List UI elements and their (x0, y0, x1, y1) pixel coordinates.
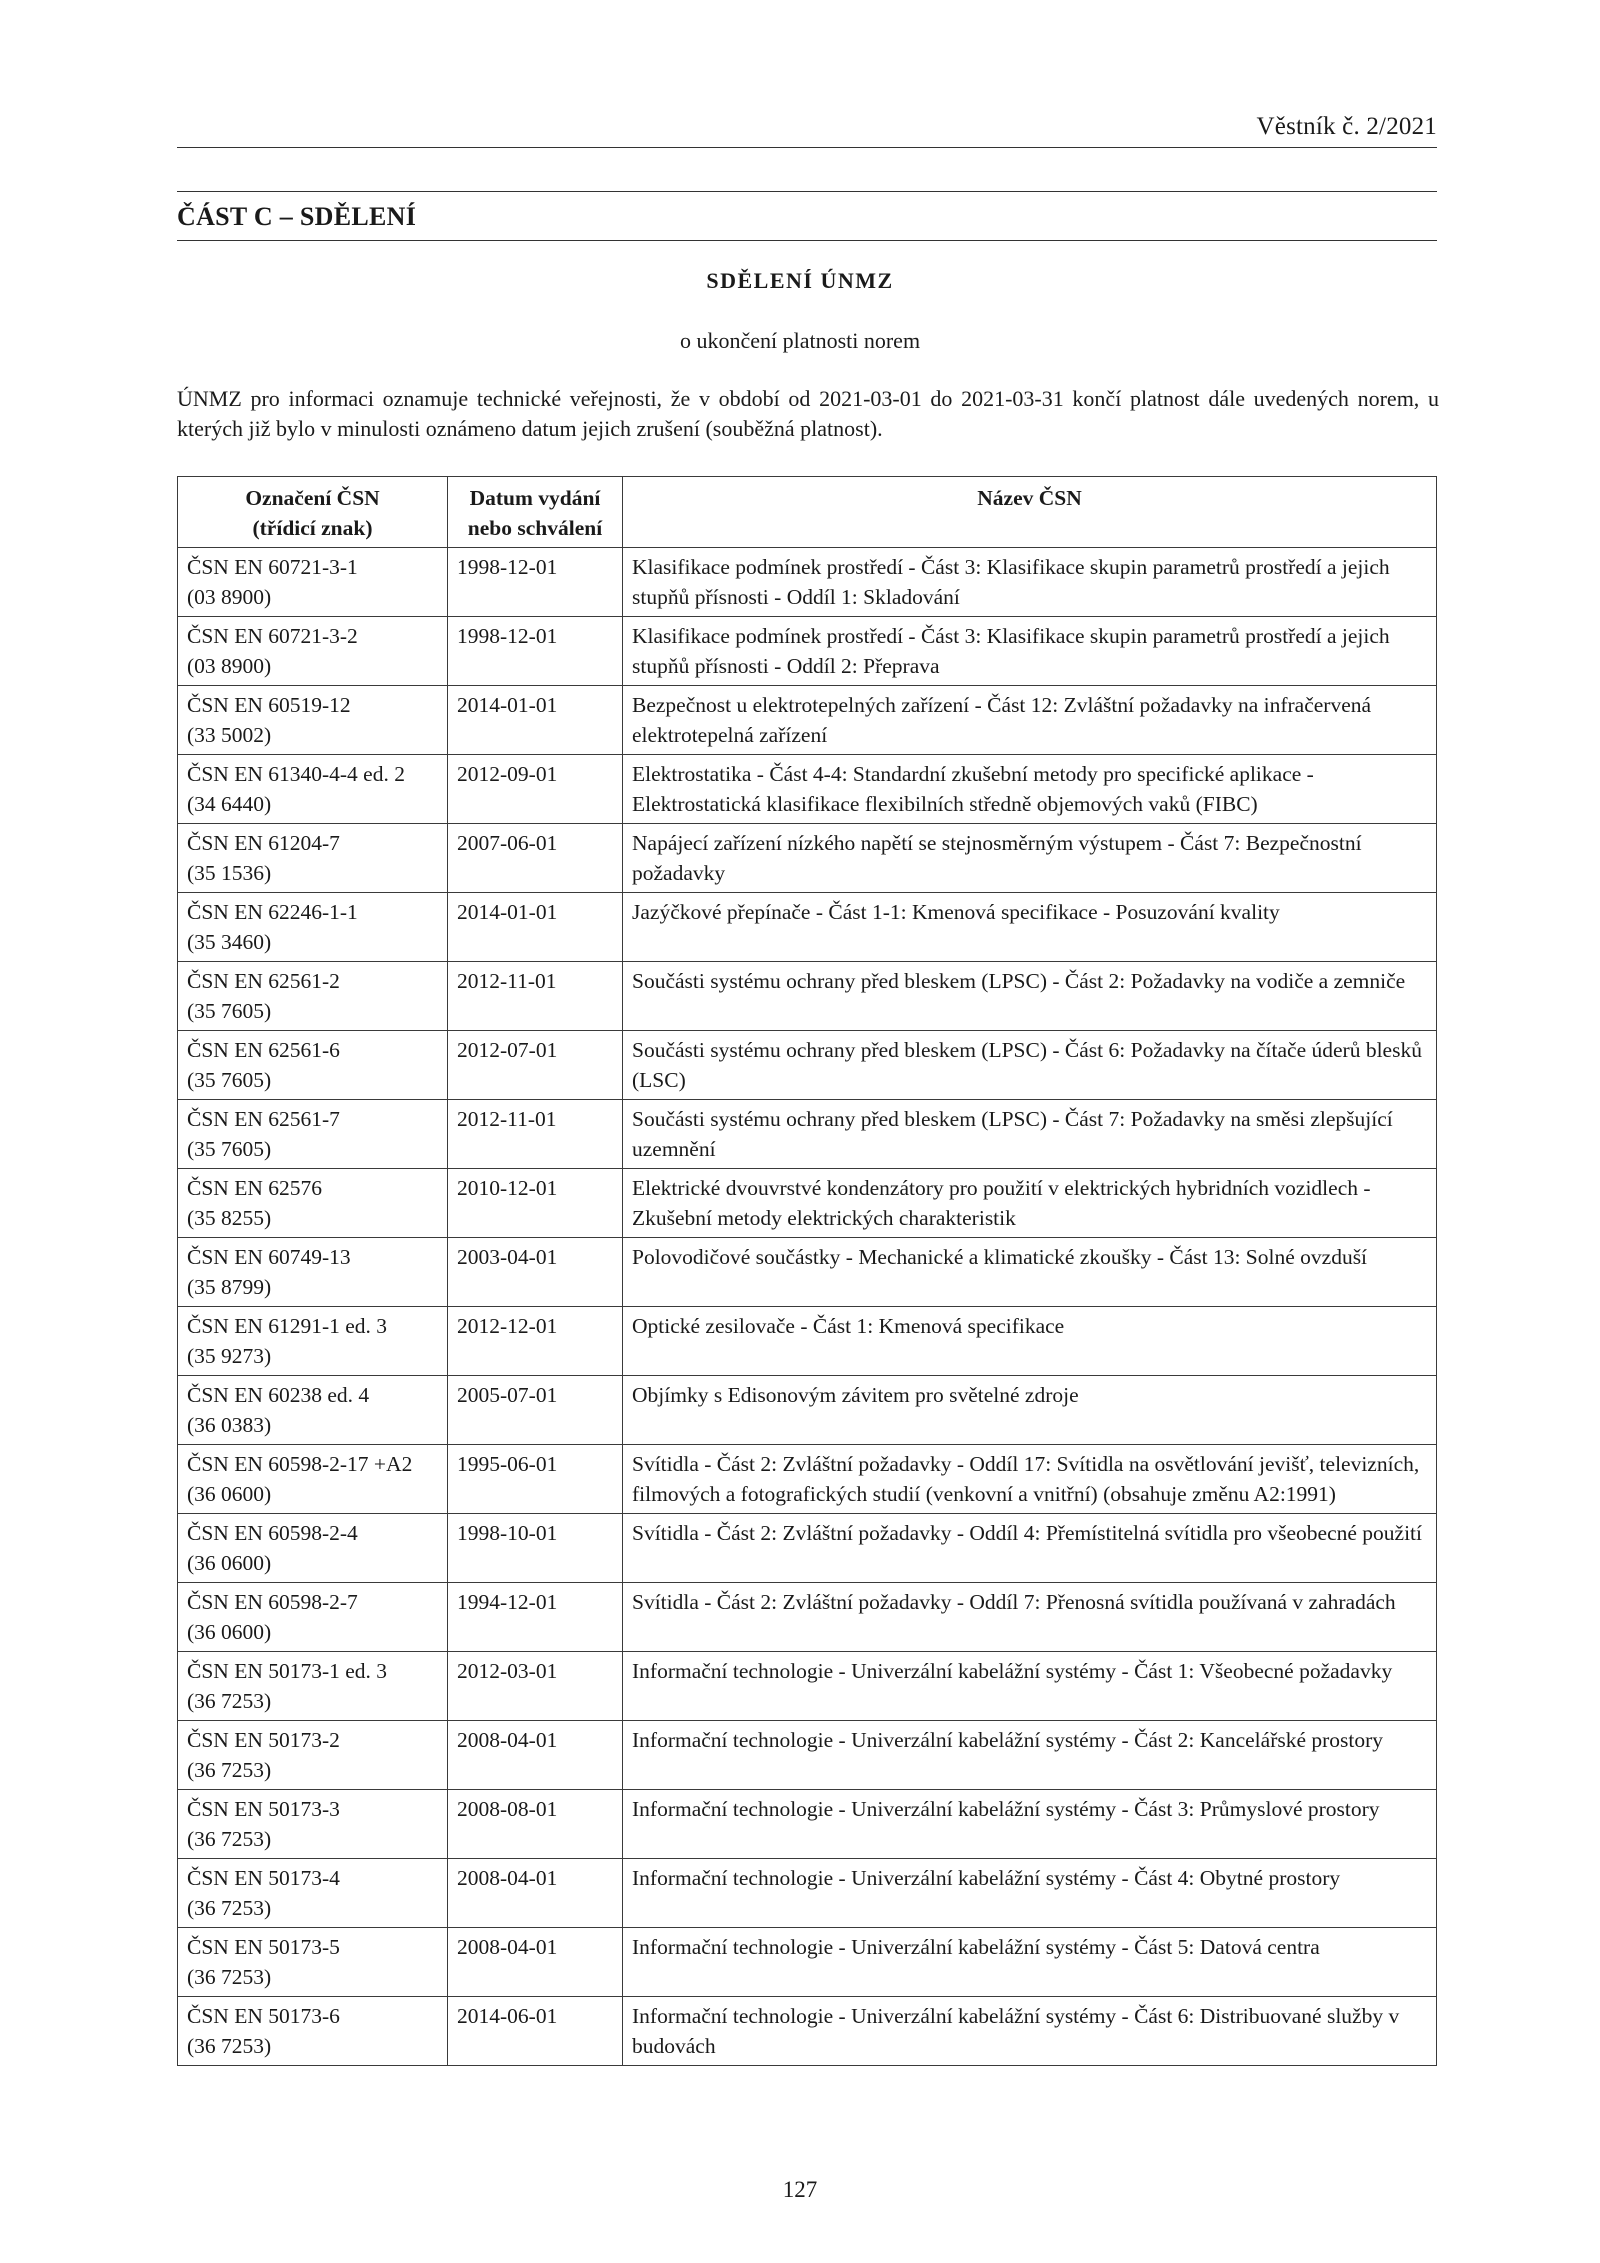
cell-issue-date: 2012-09-01 (448, 755, 623, 824)
table-row (178, 1859, 1437, 1928)
norm-classification: (36 0383) (187, 1413, 272, 1437)
table-row (178, 617, 1437, 686)
norm-classification: (35 8799) (187, 1275, 272, 1299)
cell-norm-designation (178, 1307, 448, 1376)
table-row (178, 686, 1437, 755)
norm-code: ČSN EN 61340-4-4 ed. 2 (187, 762, 405, 786)
norm-code: ČSN EN 50173-4 (187, 1866, 340, 1890)
cell-norm-title: Optické zesilovače - Část 1: Kmenová specifikace (623, 1307, 1437, 1376)
column-header-code-line1: Označení ČSN (245, 486, 380, 510)
table-row (178, 1583, 1437, 1652)
norm-code: ČSN EN 61204-7 (187, 831, 340, 855)
cell-norm-designation (178, 1100, 448, 1169)
cell-norm-designation (178, 548, 448, 617)
cell-issue-date: 2007-06-01 (448, 824, 623, 893)
norm-code: ČSN EN 62561-6 (187, 1038, 340, 1062)
norm-code: ČSN EN 60598-2-17 +A2 (187, 1452, 413, 1476)
cell-norm-designation (178, 1031, 448, 1100)
norm-classification: (35 7605) (187, 1068, 272, 1092)
table-row (178, 1514, 1437, 1583)
norm-code: ČSN EN 60598-2-4 (187, 1521, 358, 1545)
norm-classification: (36 7253) (187, 1965, 272, 1989)
cell-norm-title: Součásti systému ochrany před bleskem (LPSC) - Část 6: Požadavky na čítače úderů blesků (LSC) (623, 1031, 1437, 1100)
column-header-name: Název ČSN (623, 477, 1437, 548)
cell-issue-date: 1998-12-01 (448, 617, 623, 686)
cell-issue-date: 2014-01-01 (448, 686, 623, 755)
cell-norm-designation (178, 1514, 448, 1583)
table-row (178, 1652, 1437, 1721)
norm-code: ČSN EN 60238 ed. 4 (187, 1383, 370, 1407)
cell-norm-title: Informační technologie - Univerzální kabelážní systémy - Část 5: Datová centra (623, 1928, 1437, 1997)
table-row (178, 1445, 1437, 1514)
norm-classification: (34 6440) (187, 792, 272, 816)
norm-classification: (36 0600) (187, 1551, 272, 1575)
cell-norm-designation (178, 1445, 448, 1514)
cell-issue-date: 2008-04-01 (448, 1721, 623, 1790)
table-row (178, 1169, 1437, 1238)
table-row (178, 1928, 1437, 1997)
norm-classification: (36 0600) (187, 1482, 272, 1506)
cell-norm-title: Informační technologie - Univerzální kabelážní systémy - Část 3: Průmyslové prostory (623, 1790, 1437, 1859)
norm-classification: (36 7253) (187, 1827, 272, 1851)
cell-norm-designation (178, 1997, 448, 2066)
norm-code: ČSN EN 62246-1-1 (187, 900, 358, 924)
cell-issue-date: 2010-12-01 (448, 1169, 623, 1238)
norm-classification: (03 8900) (187, 654, 272, 678)
cell-issue-date: 1998-10-01 (448, 1514, 623, 1583)
cell-issue-date: 2012-03-01 (448, 1652, 623, 1721)
cell-norm-title: Jazýčkové přepínače - Část 1-1: Kmenová specifikace - Posuzování kvality (623, 893, 1437, 962)
section-top-rule (177, 191, 1437, 192)
norm-classification: (03 8900) (187, 585, 272, 609)
column-header-date-line1: Datum vydání (469, 486, 601, 510)
cell-issue-date: 2012-07-01 (448, 1031, 623, 1100)
norm-code: ČSN EN 61291-1 ed. 3 (187, 1314, 388, 1338)
column-header-code-line2: (třídicí znak) (252, 516, 373, 540)
cell-norm-title: Elektrické dvouvrstvé kondenzátory pro použití v elektrických hybridních vozidlech - Zkušební metody elektrických charakteristik (623, 1169, 1437, 1238)
cell-norm-title: Klasifikace podmínek prostředí - Část 3: Klasifikace skupin parametrů prostředí a jejich stupňů přísnosti - Oddíl 1: Skladování (623, 548, 1437, 617)
cell-issue-date: 1994-12-01 (448, 1583, 623, 1652)
cell-norm-designation (178, 1790, 448, 1859)
cell-norm-designation (178, 1859, 448, 1928)
norm-code: ČSN EN 50173-6 (187, 2004, 340, 2028)
norm-classification: (33 5002) (187, 723, 272, 747)
cell-norm-designation (178, 1652, 448, 1721)
norm-code: ČSN EN 60598-2-7 (187, 1590, 358, 1614)
norm-classification: (36 7253) (187, 2034, 272, 2058)
header-rule (177, 147, 1437, 148)
norm-classification: (36 0600) (187, 1620, 272, 1644)
cell-issue-date: 2003-04-01 (448, 1238, 623, 1307)
notice-subtitle: o ukončení platnosti norem (679, 328, 921, 353)
cell-norm-title: Svítidla - Část 2: Zvláštní požadavky - Oddíl 7: Přenosná svítidla používaná v zahradách (623, 1583, 1437, 1652)
column-header-date (448, 477, 623, 548)
cell-issue-date: 1998-12-01 (448, 548, 623, 617)
table-row (178, 1790, 1437, 1859)
table-row (178, 1031, 1437, 1100)
table-body (178, 548, 1437, 2066)
norm-classification: (35 1536) (187, 861, 272, 885)
table-row (178, 962, 1437, 1031)
cell-norm-title: Polovodičové součástky - Mechanické a klimatické zkoušky - Část 13: Solné ovzduší (623, 1238, 1437, 1307)
cell-norm-title: Součásti systému ochrany před bleskem (LPSC) - Část 2: Požadavky na vodiče a zemniče (623, 962, 1437, 1031)
cell-norm-title: Svítidla - Část 2: Zvláštní požadavky - Oddíl 17: Svítidla na osvětlování jevišť, televizních, filmových a fotografických studií (venkovní a vnitřní) (obsahuje změnu A2:1991) (623, 1445, 1437, 1514)
cell-norm-title: Napájecí zařízení nízkého napětí se stejnosměrným výstupem - Část 7: Bezpečnostní požadavky (623, 824, 1437, 893)
table-row (178, 824, 1437, 893)
cell-issue-date: 2008-04-01 (448, 1928, 623, 1997)
cell-norm-title: Informační technologie - Univerzální kabelážní systémy - Část 2: Kancelářské prostory (623, 1721, 1437, 1790)
cell-norm-designation (178, 962, 448, 1031)
cell-norm-designation (178, 893, 448, 962)
table-row (178, 1376, 1437, 1445)
norm-code: ČSN EN 60721-3-2 (187, 624, 358, 648)
norm-classification: (35 3460) (187, 930, 272, 954)
cell-norm-title: Informační technologie - Univerzální kabelážní systémy - Část 4: Obytné prostory (623, 1859, 1437, 1928)
cell-norm-designation (178, 1376, 448, 1445)
section-heading: ČÁST C – SDĚLENÍ (177, 202, 417, 231)
column-header-date-line2: nebo schválení (467, 516, 603, 540)
table-row (178, 1997, 1437, 2066)
norm-classification: (36 7253) (187, 1689, 272, 1713)
norms-table (177, 476, 1437, 2066)
cell-issue-date: 2008-04-01 (448, 1859, 623, 1928)
notice-intro-paragraph: ÚNMZ pro informaci oznamuje technické veřejnosti, že v období od 2021-03-01 do 2021-03-31 končí platnost dále uvedených norem, u kterých již bylo v minulosti oznámeno datum jejich zrušení (souběžná platnost). (177, 386, 1439, 441)
page-number: 127 (782, 2177, 818, 2202)
norm-classification: (35 8255) (187, 1206, 272, 1230)
cell-norm-designation (178, 1583, 448, 1652)
norm-classification: (35 9273) (187, 1344, 272, 1368)
cell-norm-title: Informační technologie - Univerzální kabelážní systémy - Část 1: Všeobecné požadavky (623, 1652, 1437, 1721)
cell-issue-date: 2012-11-01 (448, 1100, 623, 1169)
column-header-code (178, 477, 448, 548)
cell-norm-designation (178, 1169, 448, 1238)
norm-code: ČSN EN 62576 (187, 1176, 322, 1200)
notice-title: SDĚLENÍ ÚNMZ (706, 268, 894, 293)
cell-issue-date: 2012-11-01 (448, 962, 623, 1031)
cell-issue-date: 2014-06-01 (448, 1997, 623, 2066)
cell-norm-title: Bezpečnost u elektrotepelných zařízení - Část 12: Zvláštní požadavky na infračervená elektrotepelná zařízení (623, 686, 1437, 755)
table-row (178, 893, 1437, 962)
cell-norm-title: Informační technologie - Univerzální kabelážní systémy - Část 6: Distribuované služby v budovách (623, 1997, 1437, 2066)
norm-classification: (35 7605) (187, 1137, 272, 1161)
cell-issue-date: 2008-08-01 (448, 1790, 623, 1859)
norm-code: ČSN EN 50173-2 (187, 1728, 340, 1752)
norm-code: ČSN EN 50173-1 ed. 3 (187, 1659, 388, 1683)
norm-code: ČSN EN 50173-3 (187, 1797, 340, 1821)
cell-issue-date: 2005-07-01 (448, 1376, 623, 1445)
cell-norm-title: Klasifikace podmínek prostředí - Část 3: Klasifikace skupin parametrů prostředí a jejich stupňů přísnosti - Oddíl 2: Přeprava (623, 617, 1437, 686)
cell-norm-designation (178, 1238, 448, 1307)
norm-code: ČSN EN 60519-12 (187, 693, 351, 717)
table-row (178, 1721, 1437, 1790)
cell-norm-title: Elektrostatika - Část 4-4: Standardní zkušební metody pro specifické aplikace - Elektrostatická klasifikace flexibilních středně objemových vaků (FIBC) (623, 755, 1437, 824)
cell-norm-designation (178, 824, 448, 893)
norm-classification: (35 7605) (187, 999, 272, 1023)
cell-norm-designation (178, 617, 448, 686)
cell-issue-date: 1995-06-01 (448, 1445, 623, 1514)
cell-issue-date: 2012-12-01 (448, 1307, 623, 1376)
cell-norm-designation (178, 1928, 448, 1997)
journal-issue-title: Věstník č. 2/2021 (1256, 113, 1437, 140)
cell-norm-designation (178, 755, 448, 824)
cell-norm-title: Svítidla - Část 2: Zvláštní požadavky - Oddíl 4: Přemístitelná svítidla pro všeobecné použití (623, 1514, 1437, 1583)
norm-code: ČSN EN 62561-2 (187, 969, 340, 993)
cell-norm-designation (178, 686, 448, 755)
cell-issue-date: 2014-01-01 (448, 893, 623, 962)
table-row (178, 1307, 1437, 1376)
section-bottom-rule (177, 240, 1437, 241)
table-row (178, 1238, 1437, 1307)
cell-norm-designation (178, 1721, 448, 1790)
table-header-row (178, 477, 1437, 548)
norm-code: ČSN EN 60721-3-1 (187, 555, 358, 579)
norm-code: ČSN EN 62561-7 (187, 1107, 340, 1131)
table-row (178, 755, 1437, 824)
table-row (178, 548, 1437, 617)
cell-norm-title: Součásti systému ochrany před bleskem (LPSC) - Část 7: Požadavky na směsi zlepšující uzemnění (623, 1100, 1437, 1169)
norm-code: ČSN EN 60749-13 (187, 1245, 351, 1269)
norm-code: ČSN EN 50173-5 (187, 1935, 340, 1959)
norm-classification: (36 7253) (187, 1758, 272, 1782)
cell-norm-title: Objímky s Edisonovým závitem pro světelné zdroje (623, 1376, 1437, 1445)
table-row (178, 1100, 1437, 1169)
norm-classification: (36 7253) (187, 1896, 272, 1920)
